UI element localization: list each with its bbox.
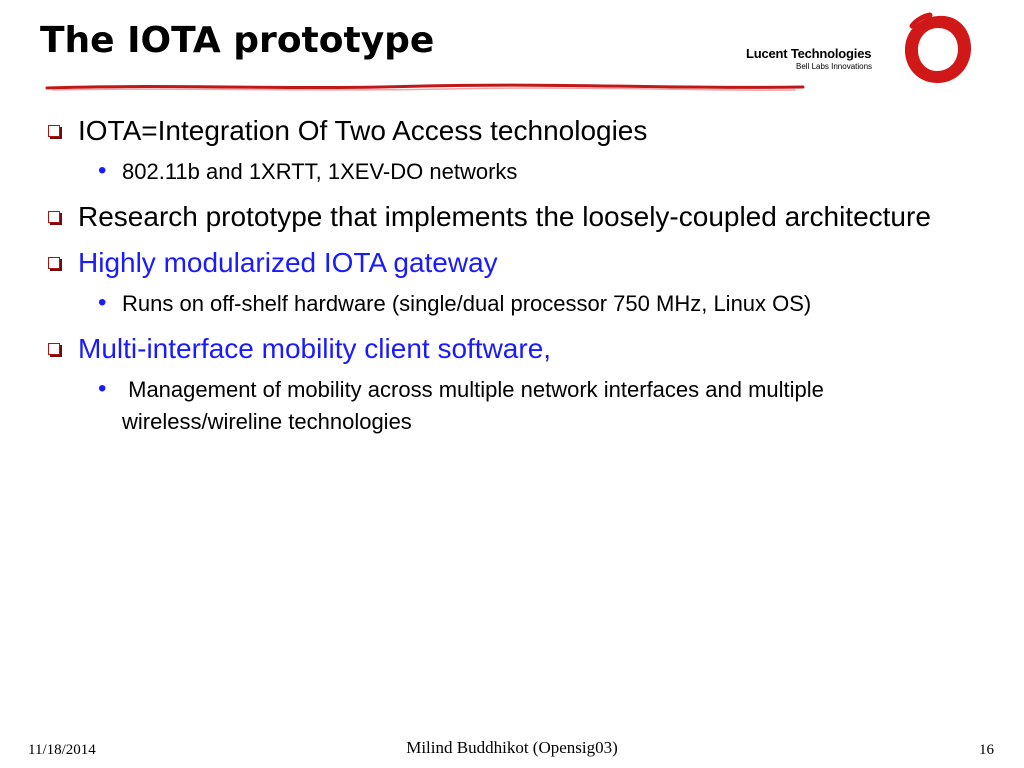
bullet-text: Highly modularized IOTA gateway — [78, 247, 498, 278]
title-underline — [45, 80, 805, 94]
sub-bullet-text: Runs on off-shelf hardware (single/dual processor 750 MHz, Linux OS) — [122, 291, 812, 316]
logo-company-name: Lucent Technologies — [746, 46, 872, 61]
lucent-logo — [740, 8, 1020, 88]
bullet-item — [48, 198, 978, 236]
dot-bullet-icon: • — [98, 289, 107, 316]
footer-date: 11/18/2014 — [28, 742, 96, 758]
bullet-item — [48, 330, 978, 368]
bullet-item — [48, 244, 978, 282]
square-bullet-icon — [48, 257, 60, 269]
square-bullet-icon — [48, 211, 60, 223]
bullet-item — [48, 112, 978, 150]
sub-bullet-text: 802.11b and 1XRTT, 1XEV-DO networks — [122, 159, 518, 184]
sub-bullet-item — [48, 288, 978, 320]
footer-author: Milind Buddhikot (Opensig03) — [406, 738, 618, 757]
square-bullet-icon — [48, 125, 60, 137]
dot-bullet-icon: • — [98, 375, 107, 402]
slide-title: The IOTA prototype — [40, 20, 435, 61]
sub-bullet-item — [48, 374, 978, 438]
bullet-text: Research prototype that implements the loosely-coupled architecture — [78, 201, 931, 232]
square-bullet-icon — [48, 343, 60, 355]
bullet-text: Multi-interface mobility client software, — [78, 333, 552, 364]
bullet-text: IOTA=Integration Of Two Access technologies — [78, 115, 648, 146]
innovation-ring-icon — [898, 8, 978, 90]
dot-bullet-icon: • — [98, 157, 107, 184]
sub-bullet-item — [48, 156, 978, 188]
bullet-list — [48, 112, 978, 448]
page-number: 16 — [979, 742, 994, 758]
sub-bullet-text: Management of mobility across multiple network interfaces and multiple wireless/wireline technologies — [122, 377, 831, 434]
logo-tagline: Bell Labs Innovations — [796, 62, 873, 71]
